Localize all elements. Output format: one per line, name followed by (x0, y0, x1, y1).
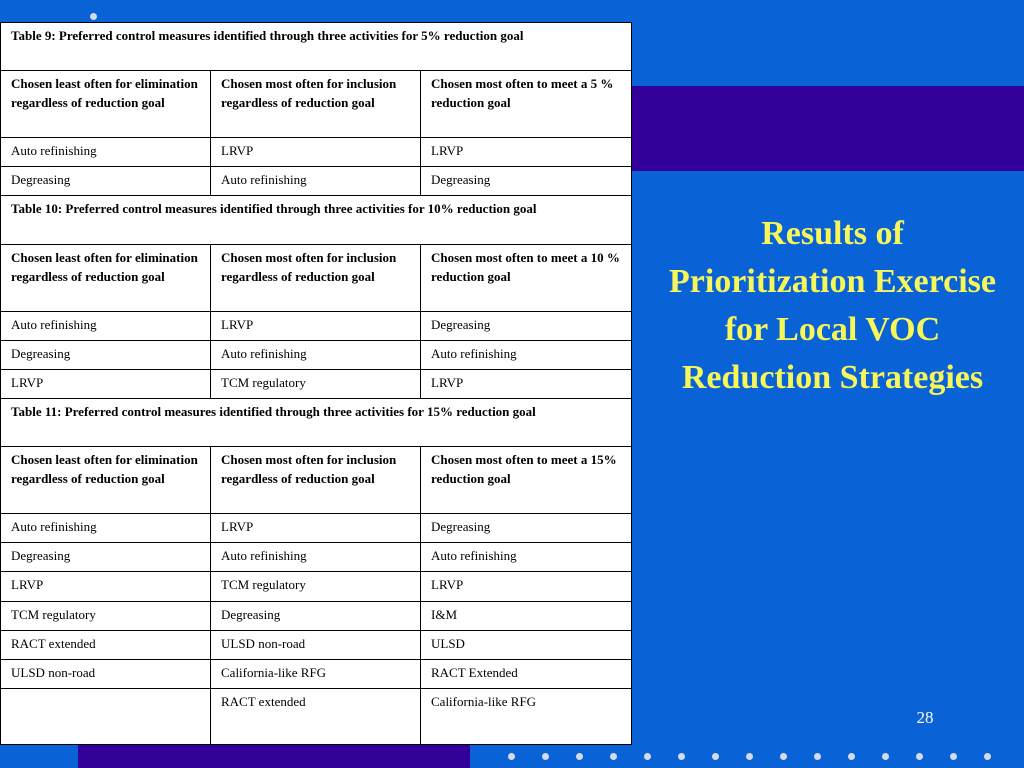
table-row (1, 167, 632, 196)
table-cell: Degreasing (1, 543, 211, 572)
decorative-dot (746, 753, 753, 760)
table-cell: Auto refinishing (1, 138, 211, 167)
table-9-header-most-included: Chosen most often for inclusion regardless of reduction goal (211, 71, 421, 138)
table-cell: Auto refinishing (211, 340, 421, 369)
table-9-header-least-eliminated: Chosen least often for elimination regardless of reduction goal (1, 71, 211, 138)
table-row (1, 601, 632, 630)
decorative-dot (90, 13, 97, 20)
table-9-header-row (1, 71, 632, 138)
table-9-caption-row (1, 23, 632, 71)
table-cell: RACT extended (211, 688, 421, 744)
results-table (0, 22, 632, 745)
table-cell: Degreasing (421, 311, 632, 340)
table-11-header-goal: Chosen most often to meet a 15% reduction goal (421, 447, 632, 514)
table-cell: LRVP (421, 369, 632, 398)
table-9-header-goal: Chosen most often to meet a 5 % reduction goal (421, 71, 632, 138)
table-cell: ULSD non-road (211, 630, 421, 659)
table-cell: Auto refinishing (1, 514, 211, 543)
table-row (1, 311, 632, 340)
table-cell: LRVP (1, 572, 211, 601)
table-row (1, 340, 632, 369)
table-cell: LRVP (211, 311, 421, 340)
table-10-header-row (1, 244, 632, 311)
table-cell: RACT Extended (421, 659, 632, 688)
table-cell: Degreasing (211, 601, 421, 630)
table-11-header-row (1, 447, 632, 514)
table-row (1, 688, 632, 744)
table-10-header-least-eliminated: Chosen least often for elimination regardless of reduction goal (1, 244, 211, 311)
decorative-dot (916, 753, 923, 760)
table-cell: Auto refinishing (421, 543, 632, 572)
table-cell: Auto refinishing (211, 543, 421, 572)
table-cell: LRVP (211, 138, 421, 167)
table-cell: LRVP (1, 369, 211, 398)
table-cell: ULSD (421, 630, 632, 659)
table-row (1, 369, 632, 398)
decorative-dot (508, 753, 515, 760)
table-row (1, 514, 632, 543)
table-cell: LRVP (211, 514, 421, 543)
table-cell: RACT extended (1, 630, 211, 659)
table-cell: Auto refinishing (1, 311, 211, 340)
table-row (1, 138, 632, 167)
table-10-header-goal: Chosen most often to meet a 10 % reduction goal (421, 244, 632, 311)
table-row (1, 630, 632, 659)
table-cell: I&M (421, 601, 632, 630)
table-11-caption: Table 11: Preferred control measures identified through three activities for 15% reduction goal (1, 398, 632, 446)
table-cell: LRVP (421, 572, 632, 601)
decorative-dot (576, 753, 583, 760)
decorative-dot (848, 753, 855, 760)
decorative-dot (644, 753, 651, 760)
table-cell: California-like RFG (421, 688, 632, 744)
table-cell: TCM regulatory (211, 369, 421, 398)
table-row (1, 659, 632, 688)
table-cell: Degreasing (421, 514, 632, 543)
table-cell: Degreasing (1, 340, 211, 369)
slide-title: Results of Prioritization Exercise for Local VOC Reduction Strategies (669, 215, 996, 396)
table-row (1, 572, 632, 601)
table-11-header-least-eliminated: Chosen least often for elimination regardless of reduction goal (1, 447, 211, 514)
table-cell: Auto refinishing (421, 340, 632, 369)
decorative-dot (950, 753, 957, 760)
decorative-dot (610, 753, 617, 760)
table-cell: ULSD non-road (1, 659, 211, 688)
table-9-caption: Table 9: Preferred control measures identified through three activities for 5% reduction goal (1, 23, 632, 71)
table-10-caption: Table 10: Preferred control measures identified through three activities for 10% reduction goal (1, 196, 632, 244)
table-cell (1, 688, 211, 744)
table-cell: TCM regulatory (211, 572, 421, 601)
decorative-dot (712, 753, 719, 760)
page-number: 28 (916, 708, 934, 727)
table-11-header-most-included: Chosen most often for inclusion regardless of reduction goal (211, 447, 421, 514)
table-cell: LRVP (421, 138, 632, 167)
decorative-dot (542, 753, 549, 760)
decorative-dot (814, 753, 821, 760)
table-10-caption-row (1, 196, 632, 244)
decorative-dot (984, 753, 991, 760)
table-cell: Auto refinishing (211, 167, 421, 196)
decorative-dot (780, 753, 787, 760)
decorative-dot (678, 753, 685, 760)
results-table-container (0, 22, 631, 745)
table-11-caption-row (1, 398, 632, 446)
table-cell: California-like RFG (211, 659, 421, 688)
table-cell: Degreasing (1, 167, 211, 196)
table-row (1, 543, 632, 572)
table-cell: Degreasing (421, 167, 632, 196)
decorative-band-bottom (78, 745, 470, 768)
decorative-dot (882, 753, 889, 760)
table-cell: TCM regulatory (1, 601, 211, 630)
table-10-header-most-included: Chosen most often for inclusion regardless of reduction goal (211, 244, 421, 311)
